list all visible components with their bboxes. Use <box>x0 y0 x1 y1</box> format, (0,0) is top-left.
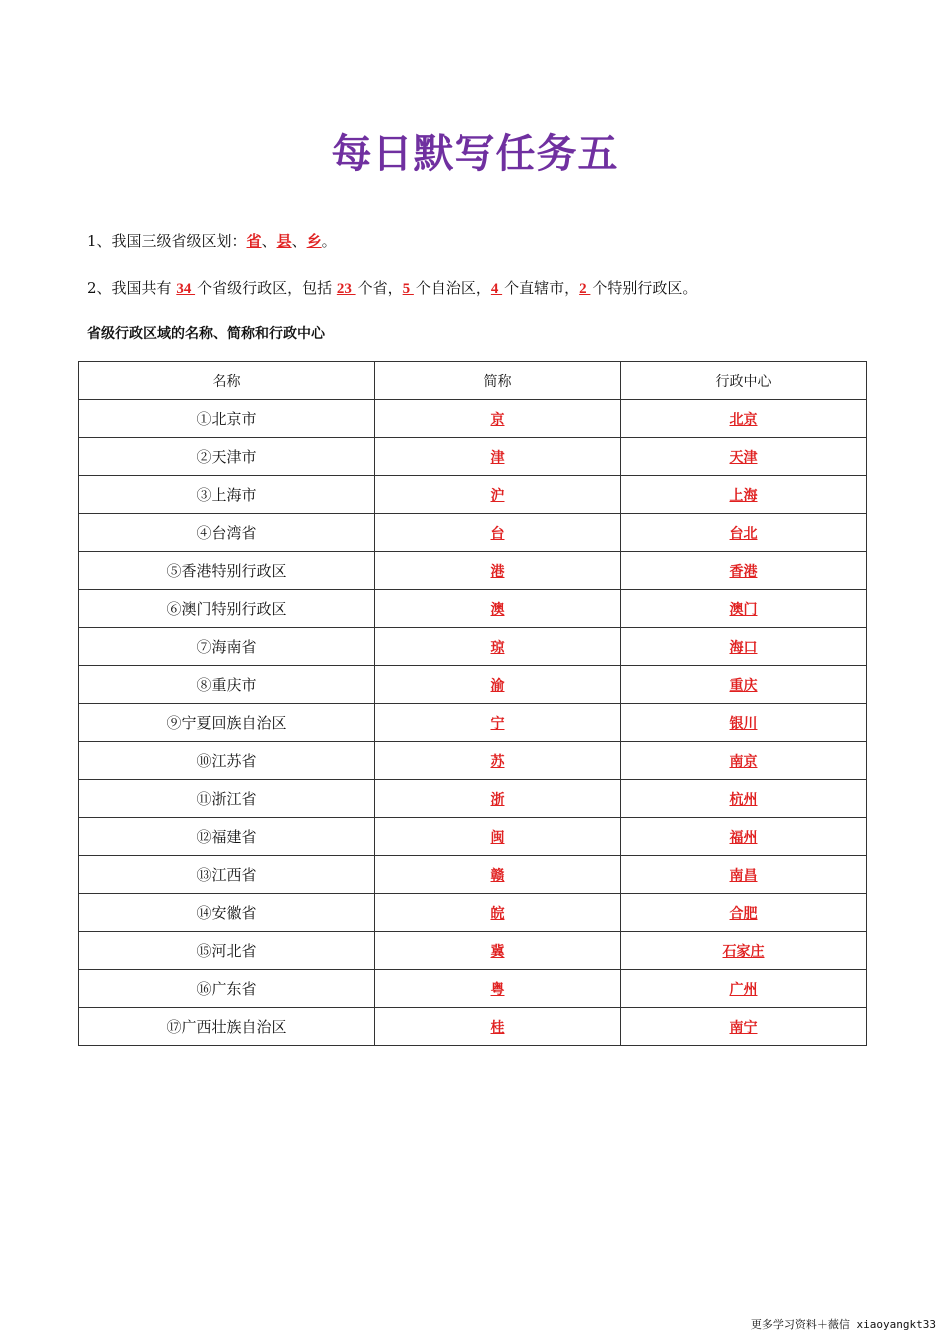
cell-capital <box>621 970 867 1008</box>
cell-capital <box>621 894 867 932</box>
cell-capital-text: 天津 <box>729 449 758 466</box>
cell-capital <box>621 590 867 628</box>
table-heading: 省级行政区域的名称、简称和行政中心 <box>87 326 325 342</box>
table-row <box>79 666 867 704</box>
q1-separator-1: 、 <box>261 232 277 250</box>
cell-abbr-text: 港 <box>490 563 505 580</box>
cell-name: ②天津市 <box>79 438 375 476</box>
question-1 <box>87 230 337 251</box>
table-row <box>79 818 867 856</box>
q2-prefix: 2、我国共有 <box>87 279 177 297</box>
cell-abbr <box>375 1008 621 1046</box>
cell-capital-text: 台北 <box>729 525 758 542</box>
cell-name: ①北京市 <box>79 400 375 438</box>
column-header-name: 名称 <box>79 362 375 400</box>
cell-name: ③上海市 <box>79 476 375 514</box>
table-row <box>79 514 867 552</box>
column-header-abbr: 简称 <box>375 362 621 400</box>
cell-capital-text: 海口 <box>729 639 758 656</box>
cell-capital <box>621 856 867 894</box>
q1-answer-2: 县 <box>276 232 292 250</box>
cell-capital-text: 银川 <box>729 715 758 732</box>
table-row <box>79 628 867 666</box>
q2-text-5: 个特别行政区。 <box>592 279 698 297</box>
cell-capital-text: 合肥 <box>729 905 758 922</box>
table-row <box>79 552 867 590</box>
column-header-capital: 行政中心 <box>621 362 867 400</box>
cell-abbr <box>375 818 621 856</box>
cell-abbr <box>375 476 621 514</box>
q2-text-4: 个直辖市， <box>504 279 580 297</box>
cell-capital-text: 香港 <box>729 563 758 580</box>
cell-abbr <box>375 894 621 932</box>
province-table <box>78 361 867 1046</box>
cell-capital <box>621 438 867 476</box>
cell-capital <box>621 400 867 438</box>
cell-name: ⑰广西壮族自治区 <box>79 1008 375 1046</box>
q2-answer-total: 34 <box>176 281 196 297</box>
cell-abbr-text: 津 <box>490 449 505 466</box>
cell-name: ④台湾省 <box>79 514 375 552</box>
q1-answer-3: 乡 <box>306 232 322 250</box>
q2-text-3: 个自治区， <box>415 279 491 297</box>
cell-capital-text: 石家庄 <box>722 943 765 960</box>
page-title: 每日默写任务五 <box>331 131 619 177</box>
table-row <box>79 476 867 514</box>
table-row <box>79 742 867 780</box>
table-row <box>79 780 867 818</box>
cell-capital-text: 北京 <box>729 411 758 428</box>
table-row <box>79 400 867 438</box>
q1-suffix: 。 <box>321 232 337 250</box>
cell-abbr <box>375 552 621 590</box>
cell-abbr <box>375 514 621 552</box>
cell-name: ⑭安徽省 <box>79 894 375 932</box>
cell-name: ⑧重庆市 <box>79 666 375 704</box>
cell-abbr-text: 京 <box>490 411 505 428</box>
cell-abbr-text: 赣 <box>490 867 505 884</box>
q1-separator-2: 、 <box>291 232 307 250</box>
cell-abbr <box>375 704 621 742</box>
table-row <box>79 438 867 476</box>
cell-abbr <box>375 628 621 666</box>
q1-prefix: 1、我国三级省级区划： <box>87 232 247 250</box>
q2-text-2: 个省， <box>357 279 403 297</box>
cell-capital-text: 重庆 <box>729 677 758 694</box>
cell-abbr <box>375 932 621 970</box>
table-row <box>79 932 867 970</box>
q2-answer-provinces: 23 <box>336 281 356 297</box>
table-row <box>79 590 867 628</box>
cell-name: ⑮河北省 <box>79 932 375 970</box>
cell-abbr-text: 琼 <box>490 639 505 656</box>
footer-note: 更多学习资料＋薇信 xiaoyangkt33 <box>750 1318 936 1331</box>
cell-abbr-text: 澳 <box>490 601 505 618</box>
cell-abbr <box>375 590 621 628</box>
cell-capital-text: 福州 <box>729 829 758 846</box>
cell-capital-text: 杭州 <box>729 791 758 808</box>
cell-capital <box>621 742 867 780</box>
cell-abbr-text: 冀 <box>490 943 505 960</box>
cell-capital-text: 南昌 <box>729 867 758 884</box>
cell-name: ⑫福建省 <box>79 818 375 856</box>
q2-answer-autonomous: 5 <box>402 281 414 297</box>
cell-abbr-text: 皖 <box>490 905 505 922</box>
cell-name: ⑥澳门特别行政区 <box>79 590 375 628</box>
q1-answer-1: 省 <box>246 232 262 250</box>
cell-abbr-text: 桂 <box>490 1019 505 1036</box>
cell-abbr-text: 渝 <box>490 677 505 694</box>
cell-abbr-text: 浙 <box>490 791 505 808</box>
cell-name: ⑦海南省 <box>79 628 375 666</box>
cell-capital <box>621 932 867 970</box>
cell-capital <box>621 552 867 590</box>
table-row <box>79 704 867 742</box>
cell-abbr <box>375 856 621 894</box>
cell-capital <box>621 666 867 704</box>
cell-abbr-text: 沪 <box>490 487 505 504</box>
cell-capital <box>621 780 867 818</box>
cell-abbr <box>375 438 621 476</box>
cell-capital-text: 广州 <box>729 981 758 998</box>
table-row <box>79 1008 867 1046</box>
cell-abbr-text: 粤 <box>490 981 505 998</box>
cell-name: ⑪浙江省 <box>79 780 375 818</box>
cell-name: ⑬江西省 <box>79 856 375 894</box>
cell-name: ⑩江苏省 <box>79 742 375 780</box>
table-row <box>79 894 867 932</box>
cell-abbr-text: 闽 <box>490 829 505 846</box>
table-header-row <box>79 362 867 400</box>
cell-abbr-text: 苏 <box>490 753 505 770</box>
cell-capital <box>621 628 867 666</box>
cell-capital <box>621 704 867 742</box>
cell-capital <box>621 818 867 856</box>
cell-name: ⑯广东省 <box>79 970 375 1008</box>
cell-name: ⑨宁夏回族自治区 <box>79 704 375 742</box>
q2-text-1: 个省级行政区，包括 <box>197 279 337 297</box>
table-body <box>79 400 867 1046</box>
cell-capital-text: 南宁 <box>729 1019 758 1036</box>
cell-capital <box>621 1008 867 1046</box>
cell-name: ⑤香港特别行政区 <box>79 552 375 590</box>
cell-abbr <box>375 970 621 1008</box>
q2-answer-sar: 2 <box>579 281 591 297</box>
cell-abbr <box>375 400 621 438</box>
question-2 <box>87 277 697 298</box>
cell-capital-text: 澳门 <box>729 601 758 618</box>
q2-answer-municipalities: 4 <box>490 281 503 297</box>
cell-capital-text: 南京 <box>729 753 758 770</box>
table-row <box>79 970 867 1008</box>
cell-abbr-text: 台 <box>490 525 505 542</box>
cell-capital <box>621 514 867 552</box>
cell-capital-text: 上海 <box>729 487 758 504</box>
cell-abbr <box>375 742 621 780</box>
cell-capital <box>621 476 867 514</box>
cell-abbr <box>375 666 621 704</box>
cell-abbr <box>375 780 621 818</box>
cell-abbr-text: 宁 <box>490 715 505 732</box>
table-row <box>79 856 867 894</box>
